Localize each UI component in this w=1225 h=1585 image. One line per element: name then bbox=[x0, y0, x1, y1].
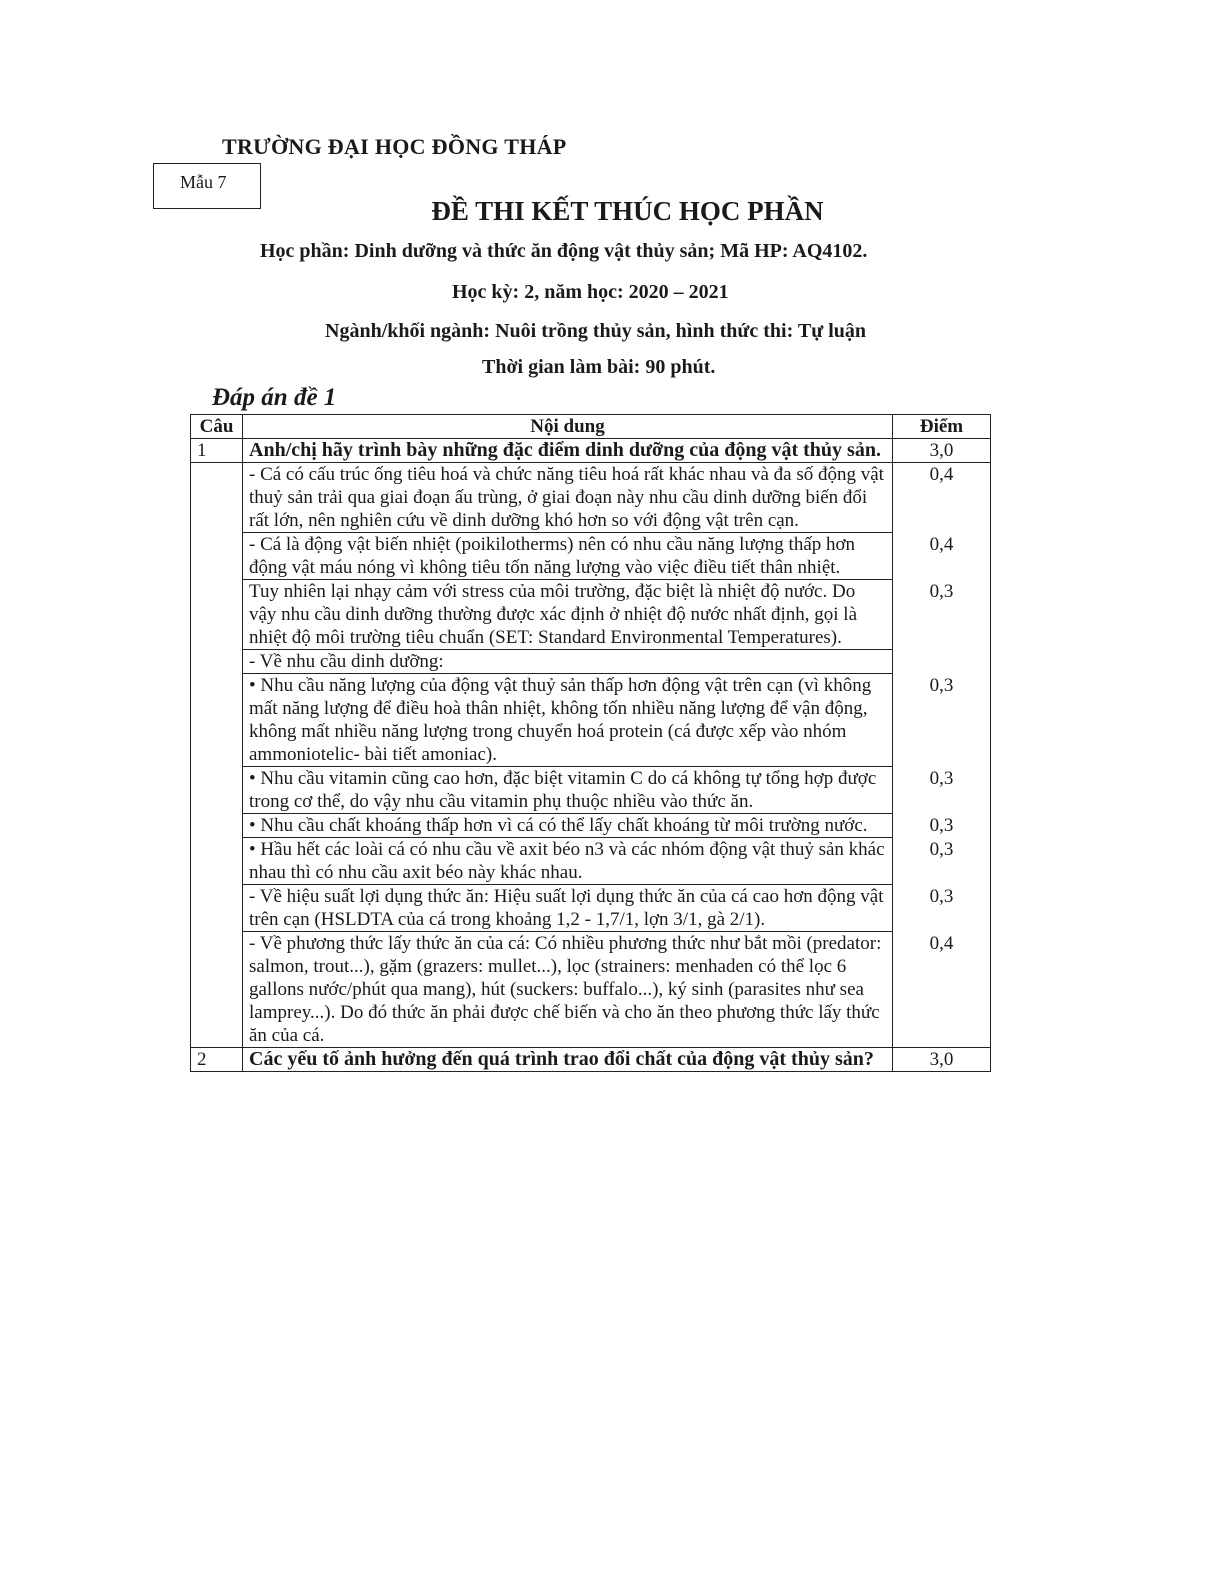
answer-item-text: - Về nhu cầu dinh dưỡng: bbox=[243, 650, 893, 674]
course-line: Học phần: Dinh dưỡng và thức ăn động vật thủy sản; Mã HP: AQ4102. bbox=[260, 240, 868, 262]
answer-item-row bbox=[191, 767, 991, 814]
school-name: TRƯỜNG ĐẠI HỌC ĐỒNG THÁP bbox=[222, 134, 567, 159]
answer-item-text: Tuy nhiên lại nhạy cảm với stress của môi trường, đặc biệt là nhiệt độ nước. Do vậy nhu cầu dinh dưỡng thường được xác định ở nhiệt độ nước nhất định, gọi là nhiệt độ môi trường tiêu chuẩn (SET: Standard Environmental Temperatures). bbox=[243, 580, 893, 650]
answer-item-text: - Về phương thức lấy thức ăn của cá: Có nhiều phương thức như bắt mồi (predator: salmon, trout...), gặm (grazers: mullet...), lọc (strainers: menhaden có thể lọc 6 gallons nước/phút qua mang), hút (suckers: buffalo...), ký sinh (parasites như sea lamprey...). Do đó thức ăn phải được chế biến và cho ăn theo phương thức lấy thức ăn của cá. bbox=[243, 932, 893, 1048]
answer-item-question-cell bbox=[191, 814, 243, 838]
answer-item-points: 0,3 bbox=[893, 885, 991, 932]
answer-item-points: 0,4 bbox=[893, 533, 991, 580]
answer-item-question-cell bbox=[191, 533, 243, 580]
answer-item-points bbox=[893, 650, 991, 674]
question-2-points: 3,0 bbox=[893, 1048, 991, 1072]
answer-item-question-cell bbox=[191, 885, 243, 932]
answer-item-row bbox=[191, 885, 991, 932]
answer-item-question-cell bbox=[191, 838, 243, 885]
form-label-box: Mẫu 7 bbox=[153, 163, 261, 209]
answer-item-row bbox=[191, 463, 991, 533]
answer-item-question-cell bbox=[191, 932, 243, 1048]
duration-line: Thời gian làm bài: 90 phút. bbox=[482, 356, 716, 378]
answer-item-points: 0,4 bbox=[893, 463, 991, 533]
answer-item-question-cell bbox=[191, 674, 243, 767]
answer-item-text: • Nhu cầu vitamin cũng cao hơn, đặc biệt vitamin C do cá không tự tổng hợp được trong cơ thể, do vậy nhu cầu vitamin phụ thuộc nhiều vào thức ăn. bbox=[243, 767, 893, 814]
answer-item-row bbox=[191, 814, 991, 838]
answer-item-points: 0,3 bbox=[893, 580, 991, 650]
question-2-number: 2 bbox=[191, 1048, 243, 1072]
question-1-points: 3,0 bbox=[893, 439, 991, 463]
answer-item-points: 0,3 bbox=[893, 814, 991, 838]
major-line: Ngành/khối ngành: Nuôi trồng thủy sản, hình thức thi: Tự luận bbox=[325, 320, 867, 342]
answer-item-points: 0,3 bbox=[893, 767, 991, 814]
answer-item-points: 0,3 bbox=[893, 838, 991, 885]
table-header-row bbox=[191, 415, 991, 439]
answer-item-text: - Cá là động vật biến nhiệt (poikilotherms) nên có nhu cầu năng lượng thấp hơn động vật máu nóng vì không tiêu tốn năng lượng vào việc điều tiết thân nhiệt. bbox=[243, 533, 893, 580]
answer-item-text: - Về hiệu suất lợi dụng thức ăn: Hiệu suất lợi dụng thức ăn của cá cao hơn động vật trên cạn (HSLDTA của cá trong khoảng 1,2 - 1,7/1, lợn 3/1, gà 2/1). bbox=[243, 885, 893, 932]
page-title: ĐỀ THI KẾT THÚC HỌC PHẦN bbox=[431, 196, 824, 226]
header-points: Điểm bbox=[893, 415, 991, 439]
answer-table bbox=[190, 414, 991, 1072]
question-2-row bbox=[191, 1048, 991, 1072]
answer-item-row bbox=[191, 650, 991, 674]
answer-item-row bbox=[191, 932, 991, 1048]
answer-item-row bbox=[191, 838, 991, 885]
question-1-number: 1 bbox=[191, 439, 243, 463]
question-2-title: Các yếu tố ảnh hưởng đến quá trình trao đổi chất của động vật thủy sản? bbox=[243, 1048, 893, 1072]
answer-heading: Đáp án đề 1 bbox=[212, 384, 337, 411]
answer-item-text: • Hầu hết các loài cá có nhu cầu về axit béo n3 và các nhóm động vật thuỷ sản khác nhau thì có nhu cầu axit béo này khác nhau. bbox=[243, 838, 893, 885]
question-1-row bbox=[191, 439, 991, 463]
answer-item-points: 0,4 bbox=[893, 932, 991, 1048]
header-question: Câu bbox=[191, 415, 243, 439]
answer-item-row bbox=[191, 674, 991, 767]
answer-item-question-cell bbox=[191, 580, 243, 650]
answer-item-question-cell bbox=[191, 767, 243, 814]
answer-item-question-cell bbox=[191, 650, 243, 674]
answer-item-text: - Cá có cấu trúc ống tiêu hoá và chức năng tiêu hoá rất khác nhau và đa số động vật thuỷ sản trải qua giai đoạn ấu trùng, ở giai đoạn này nhu cầu dinh dưỡng biến đổi rất lớn, nên nghiên cứu về dinh dưỡng khó hơn so với động vật trên cạn. bbox=[243, 463, 893, 533]
question-1-title: Anh/chị hãy trình bày những đặc điểm dinh dưỡng của động vật thủy sản. bbox=[243, 439, 893, 463]
semester-line: Học kỳ: 2, năm học: 2020 – 2021 bbox=[452, 281, 729, 303]
answer-item-text: • Nhu cầu chất khoáng thấp hơn vì cá có thể lấy chất khoáng từ môi trường nước. bbox=[243, 814, 893, 838]
answer-item-question-cell bbox=[191, 463, 243, 533]
answer-item-row bbox=[191, 580, 991, 650]
answer-item-row bbox=[191, 533, 991, 580]
answer-item-points: 0,3 bbox=[893, 674, 991, 767]
question-1-items bbox=[191, 463, 991, 1048]
answer-item-text: • Nhu cầu năng lượng của động vật thuỷ sản thấp hơn động vật trên cạn (vì không mất năng lượng để điều hoà thân nhiệt, không tốn nhiều năng lượng để vận động, không mất nhiều năng lượng trong chuyển hoá protein (cá được xếp vào nhóm ammoniotelic- bài tiết amoniac). bbox=[243, 674, 893, 767]
header-content: Nội dung bbox=[243, 415, 893, 439]
